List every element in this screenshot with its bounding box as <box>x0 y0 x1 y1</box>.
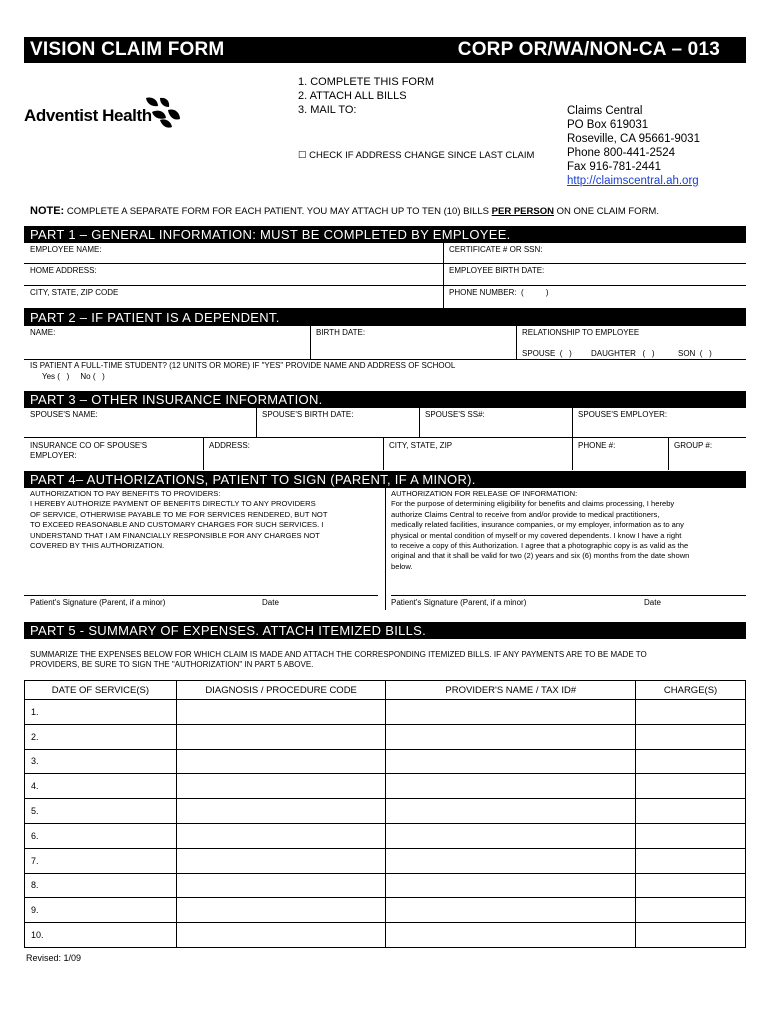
instruction-item: 2. ATTACH ALL BILLS <box>298 90 407 102</box>
part1-header <box>24 226 746 243</box>
revised-date: Revised: 1/09 <box>26 953 82 963</box>
left-date-label: Date <box>262 598 279 607</box>
instruction-item: 1. COMPLETE THIS FORM <box>298 76 435 88</box>
employee-birth-date-field[interactable]: EMPLOYEE BIRTH DATE: <box>449 266 545 275</box>
auth-line: UNDERSTAND THAT I AM FINANCIALLY RESPONSIBLE FOR ANY CHARGES NOT <box>30 530 320 540</box>
row-number[interactable]: 9. <box>25 898 177 923</box>
release-line: authorize Claims Central to receive from and/or provide to medical practitioners, <box>391 509 660 519</box>
form-title: VISION CLAIM FORM <box>30 39 225 60</box>
spouse-birth-date-field[interactable]: SPOUSE'S BIRTH DATE: <box>262 410 354 419</box>
col-diagnosis-code: DIAGNOSIS / PROCEDURE CODE <box>176 681 386 700</box>
home-address-field[interactable]: HOME ADDRESS: <box>30 266 97 275</box>
col-charges: CHARGE(S) <box>636 681 746 700</box>
phone-number-field[interactable]: PHONE NUMBER: ( ) <box>449 288 549 297</box>
group-number-field[interactable]: GROUP #: <box>674 441 713 450</box>
mailing-phone: Phone 800-441-2524 <box>567 147 676 159</box>
logo-text: Adventist Health <box>24 106 152 125</box>
mailing-fax: Fax 916-781-2441 <box>567 161 661 173</box>
row-number[interactable]: 4. <box>25 774 177 799</box>
part5-instructions <box>30 650 647 670</box>
certificate-ssn-field[interactable]: CERTIFICATE # OR SSN: <box>449 245 543 254</box>
employee-name-field[interactable]: EMPLOYEE NAME: <box>30 245 102 254</box>
adventist-health-logo <box>24 92 184 132</box>
left-signature-line[interactable] <box>24 595 378 596</box>
release-line: For the purpose of determining eligibility for benefits and claims processing, I hereby <box>391 499 675 509</box>
part2-title: PART 2 – IF PATIENT IS A DEPENDENT. <box>30 310 280 325</box>
table-row[interactable] <box>25 898 746 923</box>
relationship-label: RELATIONSHIP TO EMPLOYEE <box>522 328 640 337</box>
col-provider-name: PROVIDER'S NAME / TAX ID# <box>386 681 636 700</box>
row-number[interactable]: 3. <box>25 749 177 774</box>
table-row[interactable] <box>25 923 746 948</box>
part3-header <box>24 391 746 408</box>
mailing-city: Roseville, CA 95661-9031 <box>567 133 700 145</box>
release-line: to receive a copy of this Authorization. I agree that a photographic copy is as valid as the <box>391 541 689 551</box>
insurance-city-state-zip-field[interactable]: CITY, STATE, ZIP <box>389 441 453 450</box>
form-title-bar <box>24 37 746 63</box>
insurance-address-field[interactable]: ADDRESS: <box>209 441 250 450</box>
insurance-co-label: INSURANCE CO OF SPOUSE'S <box>30 441 148 450</box>
spouse-option[interactable]: SPOUSE ( ) <box>522 349 572 358</box>
table-row[interactable] <box>25 749 746 774</box>
mailing-address <box>567 104 700 188</box>
spouse-name-field[interactable]: SPOUSE'S NAME: <box>30 410 98 419</box>
auth-line: COVERED BY THIS AUTHORIZATION. <box>30 541 165 551</box>
pay-benefits-authorization <box>30 489 382 551</box>
checkbox-icon[interactable]: ☐ <box>298 150 307 161</box>
auth-line: I HEREBY AUTHORIZE PAYMENT OF BENEFITS DIRECTLY TO ANY PROVIDERS <box>30 499 316 509</box>
release-line: physical or mental condition of myself or my covered dependents. I know I have a right <box>391 530 682 540</box>
part3-title: PART 3 – OTHER INSURANCE INFORMATION. <box>30 392 323 407</box>
note-text: COMPLETE A SEPARATE FORM FOR EACH PATIENT. YOU MAY ATTACH UP TO TEN (10) BILLS <box>64 206 492 217</box>
insurance-phone-field[interactable]: PHONE #: <box>578 441 616 450</box>
address-change-label: CHECK IF ADDRESS CHANGE SINCE LAST CLAIM <box>309 150 535 161</box>
part1-title: PART 1 – GENERAL INFORMATION: MUST BE COMPLETED BY EMPLOYEE. <box>30 227 511 242</box>
note-text-end: ON ONE CLAIM FORM. <box>553 206 659 217</box>
row-number[interactable]: 10. <box>25 923 177 948</box>
release-info-authorization <box>391 489 743 572</box>
release-line: original and that it shall be valid for two (2) years and six (6) months from the date shown <box>391 551 690 561</box>
table-row[interactable] <box>25 700 746 725</box>
row-number[interactable]: 7. <box>25 848 177 873</box>
release-heading: AUTHORIZATION FOR RELEASE OF INFORMATION: <box>391 489 578 498</box>
dependent-birth-date-field[interactable]: BIRTH DATE: <box>316 328 366 337</box>
col-date-of-service: DATE OF SERVICE(S) <box>25 681 177 700</box>
table-row[interactable] <box>25 724 746 749</box>
table-row[interactable] <box>25 823 746 848</box>
auth-heading: AUTHORIZATION TO PAY BENEFITS TO PROVIDERS: <box>30 489 221 498</box>
row-number[interactable]: 6. <box>25 823 177 848</box>
insurance-co-field[interactable] <box>30 441 147 461</box>
right-signature-line[interactable] <box>391 595 746 596</box>
release-line: medically related facilities, insurance companies, or my employer, information as to any <box>391 520 684 530</box>
part2-header <box>24 309 746 326</box>
release-line: below. <box>391 561 413 571</box>
student-question: IS PATIENT A FULL-TIME STUDENT? (12 UNITS OR MORE) IF "YES" PROVIDE NAME AND ADDRESS OF SCHOOL <box>30 361 456 370</box>
instruction-item: 3. MAIL TO: <box>298 104 357 116</box>
city-state-zip-field[interactable]: CITY, STATE, ZIP CODE <box>30 288 119 297</box>
instruction-list <box>298 75 434 117</box>
daughter-option[interactable]: DAUGHTER ( ) <box>591 349 655 358</box>
part5-header <box>24 622 746 639</box>
part4-title: PART 4– AUTHORIZATIONS, PATIENT TO SIGN (PARENT, IF A MINOR). <box>30 472 476 487</box>
note-emphasis: PER PERSON <box>491 206 554 217</box>
part4-header <box>24 471 746 488</box>
row-number[interactable]: 1. <box>25 700 177 725</box>
left-signature-label: Patient's Signature (Parent, if a minor) <box>30 598 166 607</box>
row-number[interactable]: 2. <box>25 724 177 749</box>
part5-instructions-line: SUMMARIZE THE EXPENSES BELOW FOR WHICH CLAIM IS MADE AND ATTACH THE CORRESPONDING ITEMIZED BILLS. IF ANY PAYMENTS ARE TO BE MADE TO <box>30 650 647 659</box>
claims-central-link[interactable]: http://claimscentral.ah.org <box>567 175 699 187</box>
auth-line: OF SERVICE, OTHERWISE PAYABLE TO ME FOR SERVICES RENDERED, BUT NOT <box>30 509 328 519</box>
mailing-name: Claims Central <box>567 105 643 117</box>
table-row[interactable] <box>25 848 746 873</box>
address-change-checkbox[interactable] <box>298 150 534 161</box>
row-number[interactable]: 5. <box>25 799 177 824</box>
form-code: CORP OR/WA/NON-CA – 013 <box>457 39 720 60</box>
auth-line: TO EXCEED REASONABLE AND CUSTOMARY CHARGES FOR SUCH SERVICES. I <box>30 520 324 530</box>
part5-instructions-line: PROVIDERS, BE SURE TO SIGN THE "AUTHORIZATION" IN PART 5 ABOVE. <box>30 660 314 669</box>
right-signature-label: Patient's Signature (Parent, if a minor) <box>391 598 527 607</box>
dependent-name-field[interactable]: NAME: <box>30 328 56 337</box>
right-date-label: Date <box>644 598 661 607</box>
part5-title: PART 5 - SUMMARY OF EXPENSES. ATTACH ITEMIZED BILLS. <box>30 623 427 638</box>
student-options[interactable]: Yes ( ) No ( ) <box>42 372 105 381</box>
row-number[interactable]: 8. <box>25 873 177 898</box>
table-header-row <box>25 681 746 700</box>
spouse-ss-field[interactable]: SPOUSE'S SS#: <box>425 410 485 419</box>
son-option[interactable]: SON ( ) <box>678 349 712 358</box>
note <box>30 205 659 217</box>
note-label: NOTE: <box>30 205 65 217</box>
insurance-co-label-line2: EMPLOYER: <box>30 451 77 460</box>
spouse-employer-field[interactable]: SPOUSE'S EMPLOYER: <box>578 410 668 419</box>
mailing-po-box: PO Box 619031 <box>567 119 649 131</box>
expense-table <box>24 680 746 948</box>
table-row[interactable] <box>25 799 746 824</box>
table-row[interactable] <box>25 873 746 898</box>
table-row[interactable] <box>25 774 746 799</box>
